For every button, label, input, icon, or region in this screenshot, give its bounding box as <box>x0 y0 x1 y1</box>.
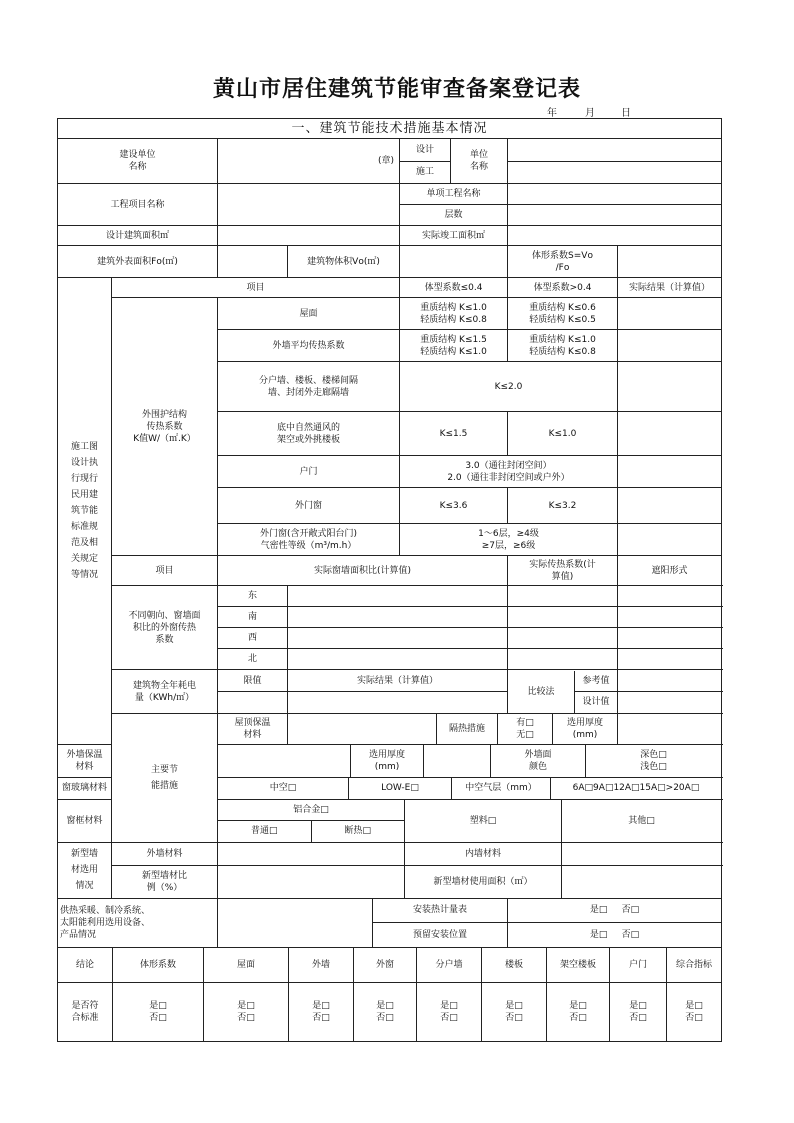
other-option: 其他□ <box>628 815 655 826</box>
design-label: 设计 <box>400 139 450 162</box>
volume-value <box>400 246 508 278</box>
section-title: 一、建筑节能技术措施基本情况 <box>58 119 722 139</box>
air-tightness-label: 外门窗(含开敞式阳台门) 气密性等级（m³/m.h） <box>218 524 400 556</box>
east-ratio-value <box>288 586 508 607</box>
outer-wall-material-label: 外墙材料 <box>112 842 218 865</box>
actual-energy-label: 实际结果（计算值） <box>288 670 508 692</box>
actual-k-col-header: 实际传热系数(计 算值) <box>508 556 618 586</box>
roof-insulation-label: 屋顶保温 材料 <box>218 713 288 744</box>
conclusion-overhead-floor: 架空楼板 <box>547 948 610 982</box>
outer-wall-actual-value <box>618 330 722 362</box>
conform-partition-wall: 是□ 否□ <box>417 983 482 1041</box>
project-name-value <box>218 184 400 226</box>
conform-roof: 是□ 否□ <box>204 983 289 1041</box>
glass-options-row <box>218 777 722 799</box>
actual-area-label: 实际竣工面积㎡ <box>400 226 508 246</box>
wall-material-row <box>218 842 722 865</box>
partition-wall-label: 分户墙、楼板、楼梯间隔 墙、封闭外走廊隔墙 <box>218 362 400 412</box>
roof-insulation-value <box>288 714 437 744</box>
wall-thickness-value <box>424 745 491 777</box>
wall-insulation-label: 外墙保温 材料 <box>58 744 112 777</box>
conclusion-outer-wall: 外墙 <box>289 948 354 982</box>
south-ratio-value <box>288 607 508 628</box>
conform-entry-door: 是□ 否□ <box>610 983 667 1041</box>
outer-window-label: 外门窗 <box>218 488 400 524</box>
roof-thickness-value <box>618 713 722 744</box>
conclusion-outer-window: 外窗 <box>354 948 417 982</box>
conform-shape-coefficient: 是□ 否□ <box>113 983 204 1041</box>
heat-meter-options: 是□ 否□ <box>508 898 722 923</box>
air-tightness-actual-value <box>618 524 722 556</box>
outer-wall-material-value <box>218 843 405 865</box>
air-tightness-value: 1～6层，≥4级 ≥7层，≥6级 <box>400 524 618 556</box>
date-day-label: 日 <box>621 108 631 119</box>
design-area-label: 设计建筑面积㎡ <box>58 226 218 246</box>
limit-label: 限值 <box>218 670 288 692</box>
shape-gt-0.4-header: 体型系数>0.4 <box>508 278 618 298</box>
aluminum-option: 铝合金□ <box>218 800 404 822</box>
direction-west: 西 <box>218 628 288 649</box>
conform-overall: 是□ 否□ <box>685 1000 703 1023</box>
actual-energy-value <box>288 692 508 714</box>
hollow-option: 中空□ <box>218 778 349 799</box>
roof-le-value: 重质结构 K≤1.0 轻质结构 K≤0.8 <box>400 298 508 330</box>
roof-thickness-label: 选用厚度 (mm) <box>566 717 603 740</box>
overhead-floor-label: 底中自然通风的 架空或外挑楼板 <box>218 412 400 456</box>
wall-material-side-label: 新型墙 材选用 情况 <box>58 842 112 898</box>
surface-area-value <box>218 246 288 278</box>
design-compliance-side-label: 施工图 设计执 行现行 民用建 筑节能 标准规 范及相 关规定 等情况 <box>58 278 112 744</box>
registration-form <box>57 118 722 1042</box>
west-ratio-value <box>288 628 508 649</box>
conform-outer-wall: 是□ 否□ <box>289 983 354 1041</box>
builder-unit-value <box>508 161 722 184</box>
heat-meter-label: 安装热计量表 <box>373 899 507 924</box>
outer-window-le-value: K≤3.6 <box>400 488 508 524</box>
frame-options-row <box>218 799 722 842</box>
shading-col-header: 遮阳形式 <box>618 556 722 586</box>
design-builder-cell <box>400 139 508 184</box>
new-wall-area-label: 新型墙材使用面积（㎡） <box>405 866 562 898</box>
floors-value <box>508 205 722 226</box>
window-ratio-label: 不同朝向、窗墙面 积比的外窗传热 系数 <box>112 586 218 670</box>
date-month-label: 月 <box>585 108 595 119</box>
window-ratio-item-header: 项目 <box>112 556 218 586</box>
conform-outer-window: 是□ 否□ <box>354 983 417 1041</box>
seal-field: (章) <box>218 139 400 184</box>
design-unit-value <box>508 139 722 162</box>
actual-result-header: 实际结果（计算值） <box>618 278 722 298</box>
partition-wall-actual-value <box>618 362 722 412</box>
surface-area-label: 建筑外表面积Fο(㎡) <box>58 246 218 278</box>
design-energy-value <box>618 692 722 714</box>
conclusion-conform-row <box>58 982 722 1041</box>
conclusion-shape-coefficient: 体形系数 <box>113 948 204 982</box>
conform-overhead-floor: 是□ 否□ <box>547 983 610 1041</box>
shape-coefficient-value <box>618 246 722 278</box>
construction-unit-label: 建设单位 名称 <box>58 139 218 184</box>
builder-label: 施工 <box>415 167 434 178</box>
inner-wall-material-value <box>562 843 721 865</box>
heat-insulation-label: 隔热措施 <box>437 714 498 744</box>
equipment-value <box>218 898 508 947</box>
new-wall-ratio-label: 新型墙材比 例（%） <box>112 865 218 898</box>
single-project-value <box>508 184 722 205</box>
unit-name-label: 单位 名称 <box>469 150 488 173</box>
conclusion-floor: 楼板 <box>482 948 547 982</box>
roof-actual-value <box>618 298 722 330</box>
direction-east: 东 <box>218 586 288 607</box>
lowe-option: LOW-E□ <box>349 778 452 799</box>
roof-gt-value: 重质结构 K≤0.6 轻质结构 K≤0.5 <box>508 298 618 330</box>
thermal-break-option: 断热□ <box>344 826 371 837</box>
conclusion-roof: 屋面 <box>204 948 289 982</box>
outer-wall-k-label: 外墙平均传热系数 <box>218 330 400 362</box>
air-gap-label: 中空气层（mm） <box>452 778 551 799</box>
envelope-item-header: 项目 <box>112 278 400 298</box>
entry-door-actual-value <box>618 456 722 488</box>
wall-color-label: 外墙面 颜色 <box>491 745 586 777</box>
entry-door-label: 户门 <box>218 456 400 488</box>
direction-south: 南 <box>218 607 288 628</box>
wall-thickness-label: 选用厚度 (mm) <box>351 745 424 777</box>
single-project-label: 单项工程名称 <box>400 184 508 205</box>
plastic-option: 塑料□ <box>405 800 562 842</box>
reference-value <box>618 670 722 692</box>
direction-north: 北 <box>218 649 288 670</box>
overhead-floor-le-value: K≤1.5 <box>400 412 508 456</box>
window-ratio-col-header: 实际窗墙面积比(计算值) <box>218 556 508 586</box>
main-measures-side-label: 主要节 能措施 <box>112 713 218 842</box>
overhead-floor-gt-value: K≤1.0 <box>508 412 618 456</box>
west-shading-value <box>618 628 722 649</box>
conform-label: 是否符 合标准 <box>58 983 113 1041</box>
reserve-position-label: 预留安装位置 <box>412 929 467 940</box>
conclusion-header-row <box>58 947 722 982</box>
south-shading-value <box>618 607 722 628</box>
roof-insulation-row <box>288 713 618 744</box>
conclusion-label: 结论 <box>58 948 113 982</box>
compare-method-cell <box>508 670 618 713</box>
north-k-value <box>508 649 618 670</box>
south-k-value <box>508 607 618 628</box>
wall-insulation-row <box>218 744 722 777</box>
reserve-position-options: 是□ 否□ <box>508 923 722 948</box>
roof-label: 屋面 <box>218 298 400 330</box>
shape-le-0.4-header: 体型系数≤0.4 <box>400 278 508 298</box>
k-value-label: 外围护结构 传热系数 K值W/（㎡.K） <box>112 298 218 556</box>
wall-ratio-row <box>218 865 722 898</box>
floors-label: 层数 <box>400 205 508 226</box>
north-shading-value <box>618 649 722 670</box>
wall-insulation-value <box>218 745 351 777</box>
outer-window-gt-value: K≤3.2 <box>508 488 618 524</box>
volume-label: 建筑物体积Vο(㎡) <box>288 246 400 278</box>
entry-door-value: 3.0（通往封闭空间） 2.0（通往非封闭空间或户外） <box>400 456 618 488</box>
north-ratio-value <box>288 649 508 670</box>
outer-wall-le-value: 重质结构 K≤1.5 轻质结构 K≤1.0 <box>400 330 508 362</box>
conclusion-overall: 综合指标 <box>676 959 713 970</box>
design-value-label: 设计值 <box>582 697 610 708</box>
shape-coefficient-label: 体形系数S=Vο /Fο <box>508 246 618 278</box>
actual-area-value <box>508 226 722 246</box>
outer-window-actual-value <box>618 488 722 524</box>
partition-wall-value: K≤2.0 <box>400 362 618 412</box>
limit-value <box>218 692 288 714</box>
normal-option: 普通□ <box>218 821 312 842</box>
date-year-label: 年 <box>547 108 557 119</box>
glass-material-label: 窗玻璃材料 <box>58 777 112 799</box>
new-wall-ratio-value <box>218 866 405 898</box>
overhead-floor-actual-value <box>618 412 722 456</box>
color-options: 深色□ 浅色□ <box>640 749 667 772</box>
outer-wall-gt-value: 重质结构 K≤1.0 轻质结构 K≤0.8 <box>508 330 618 362</box>
west-k-value <box>508 628 618 649</box>
frame-material-label: 窗框材料 <box>58 799 112 842</box>
project-name-label: 工程项目名称 <box>58 184 218 226</box>
conclusion-entry-door: 户门 <box>610 948 667 982</box>
has-none-options: 有□ 无□ <box>498 714 553 744</box>
equipment-label: 供热采暖、制冷系统、 太阳能利用选用设备、 产品情况 <box>58 898 218 947</box>
air-gap-options: 6A□9A□12A□15A□>20A□ <box>572 783 700 794</box>
design-area-value <box>218 226 400 246</box>
east-k-value <box>508 586 618 607</box>
conform-floor: 是□ 否□ <box>482 983 547 1041</box>
annual-energy-label: 建筑物全年耗电 量（KWh/㎡） <box>112 670 218 713</box>
compare-method-label: 比较法 <box>508 671 575 713</box>
page-title: 黄山市居住建筑节能审查备案登记表 <box>212 76 581 102</box>
conclusion-partition-wall: 分户墙 <box>417 948 482 982</box>
inner-wall-material-label: 内墙材料 <box>405 843 562 865</box>
reference-value-label: 参考值 <box>575 671 617 693</box>
east-shading-value <box>618 586 722 607</box>
new-wall-area-value <box>562 866 721 898</box>
